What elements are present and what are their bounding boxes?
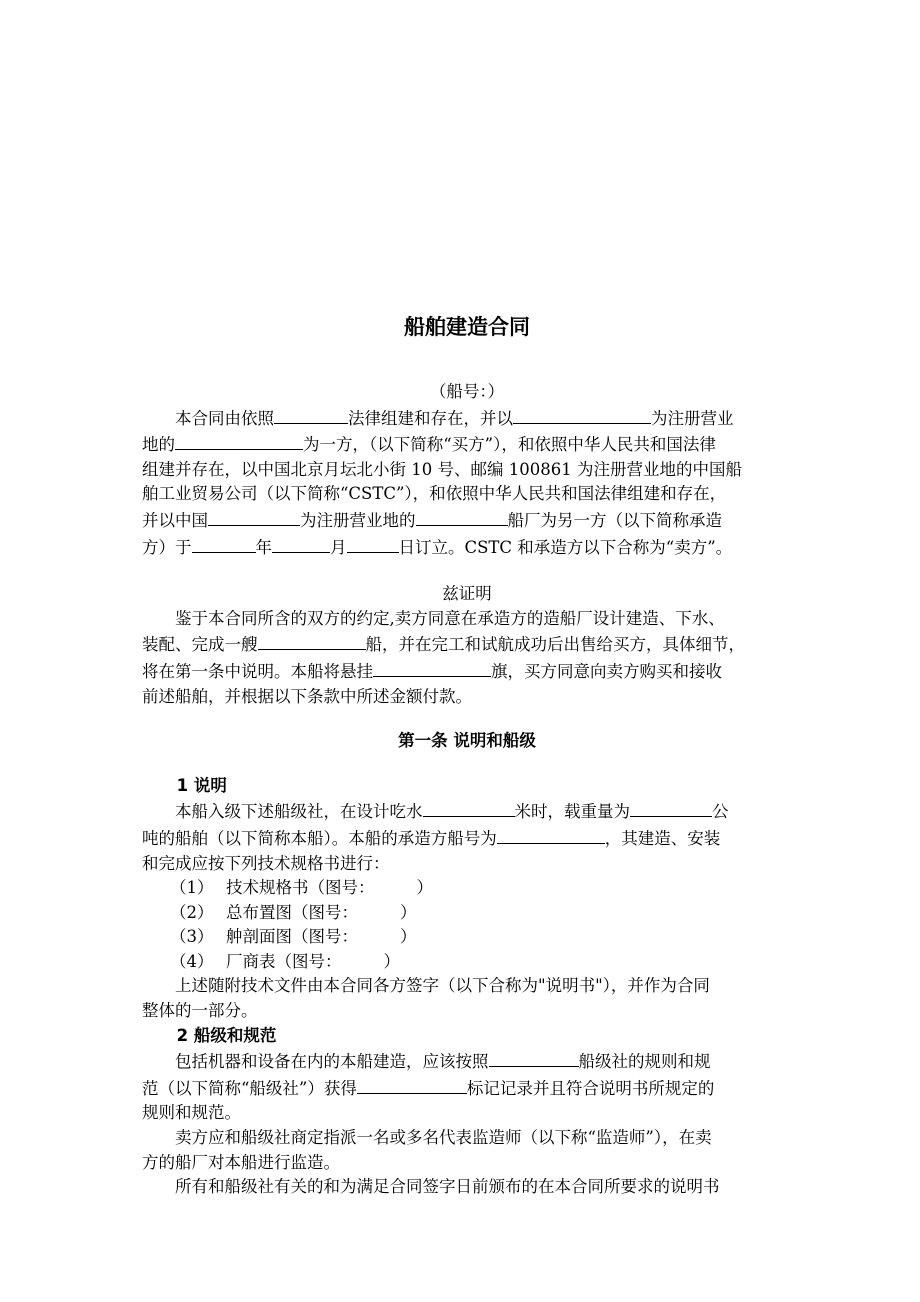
list-item-number: （4）	[170, 951, 214, 971]
blank-shipyard-name[interactable]	[416, 507, 508, 526]
preamble-text: 地的	[142, 435, 175, 455]
section-text: ，其建造、安装	[604, 828, 721, 848]
blank-deadweight[interactable]	[630, 798, 712, 817]
preamble-text: 年	[255, 537, 272, 557]
witness-paragraph	[142, 607, 792, 709]
section-text: 公	[712, 802, 729, 822]
blank-month[interactable]	[272, 534, 330, 553]
list-item-text: 总布置图（图号： ）	[226, 902, 417, 922]
witness-text: 前述船舶，并根据以下条款中所述金额付款。	[142, 686, 472, 706]
preamble-text: 法律组建和存在，并以	[348, 408, 513, 428]
section-text: 米时，载重量为	[514, 802, 630, 822]
list-item-number: （1）	[170, 878, 214, 898]
blank-hull-number[interactable]	[497, 825, 605, 844]
blank-shipyard-location[interactable]	[208, 507, 300, 526]
blank-design-draft[interactable]	[423, 798, 515, 817]
page-title: 船舶建造合同	[404, 315, 530, 339]
section-text: 吨的船舶（以下简称本船）。本船的承造方船号为	[142, 828, 497, 848]
section-1-body	[142, 798, 792, 1023]
blank-ship-type[interactable]	[258, 631, 366, 650]
preamble-text: 日订立。CSTC 和承造方以下合称为“卖方”。	[398, 537, 733, 557]
preamble-text: 船厂为另一方（以下简称承造	[507, 510, 722, 530]
list-item-text: 舯剖面图（图号： ）	[226, 927, 417, 947]
section-text: 和完成应按下列技术规格书进行：	[142, 853, 390, 873]
preamble-text: 组建并存在，以中国北京月坛北小街 10 号、邮编 100861 为注册营业地的中国船	[142, 459, 742, 479]
list-item-number: （3）	[170, 927, 214, 947]
section-text: 范（以下简称“船级社”）获得	[142, 1078, 357, 1098]
blank-buyer-address[interactable]	[513, 405, 651, 424]
section-text: 船级社的规则和规	[578, 1052, 711, 1072]
section-text: 本船入级下述船级社，在设计吃水	[175, 802, 423, 822]
section-text: 标记记录并且符合说明书所规定的	[466, 1078, 715, 1098]
section-text: 所有和船级社有关的和为满足合同签字日前颁布的在本合同所要求的说明书	[175, 1177, 720, 1197]
preamble-text: 为注册营业地的	[300, 510, 416, 530]
witness-text: 船，并在完工和试航成功后出售给买方，具体细节，	[365, 635, 745, 655]
list-item-text: 厂商表（图号： ）	[226, 951, 400, 971]
blank-buyer-law[interactable]	[274, 405, 348, 424]
section-1-heading: 1 说明	[176, 775, 227, 795]
preamble-text: 为一方，（以下简称“买方”），和依照中华人民共和国法律	[303, 435, 716, 455]
section-text: 整体的一部分。	[142, 1001, 258, 1021]
section-text: 上述随附技术文件由本合同各方签字（以下合称为"说明书"），并作为合同	[175, 976, 710, 996]
section-text: 方的船厂对本船进行监造。	[142, 1152, 340, 1172]
witness-text: 鉴于本合同所含的双方的约定,卖方同意在承造方的造船厂设计建造、下水、	[175, 608, 725, 628]
preamble-text: 本合同由依照	[175, 408, 274, 428]
article-1-title: 第一条 说明和船级	[398, 731, 536, 751]
ship-number: （船号：）	[429, 382, 505, 401]
witness-text: 旗，买方同意向卖方购买和接收	[491, 661, 722, 681]
blank-flag[interactable]	[373, 658, 491, 677]
preamble-text: 舶工业贸易公司（以下简称“CSTC”），和依照中华人民共和国法律组建和存在，	[142, 484, 727, 504]
blank-buyer-name[interactable]	[175, 431, 303, 450]
preamble-text: 月	[330, 537, 347, 557]
list-item	[142, 901, 792, 926]
list-item-number: （2）	[170, 902, 214, 922]
contract-body	[142, 312, 792, 1200]
blank-year[interactable]	[192, 534, 256, 553]
blank-class-notation[interactable]	[357, 1075, 467, 1094]
list-item	[142, 950, 792, 975]
witness-heading: 兹证明	[442, 584, 492, 604]
section-2-heading: 2 船级和规范	[176, 1025, 277, 1045]
list-item	[142, 925, 792, 950]
preamble-text: 并以中国	[142, 510, 208, 530]
witness-text: 将在第一条中说明。本船将悬挂	[142, 661, 373, 681]
preamble-text: 方）于	[142, 537, 192, 557]
witness-text: 装配、完成一艘	[142, 635, 258, 655]
section-text: 卖方应和船级社商定指派一名或多名代表监造师（以下称“监造师”），在卖	[175, 1128, 712, 1148]
list-item	[142, 876, 792, 901]
section-text: 包括机器和设备在内的本船建造，应该按照	[175, 1052, 489, 1072]
section-text: 规则和规范。	[142, 1103, 241, 1123]
preamble-paragraph	[142, 405, 792, 561]
list-item-text: 技术规格书（图号： ）	[226, 878, 433, 898]
blank-day[interactable]	[347, 534, 399, 553]
section-2-body	[142, 1048, 792, 1200]
preamble-text: 为注册营业	[651, 408, 734, 428]
blank-classification-society[interactable]	[489, 1048, 579, 1067]
